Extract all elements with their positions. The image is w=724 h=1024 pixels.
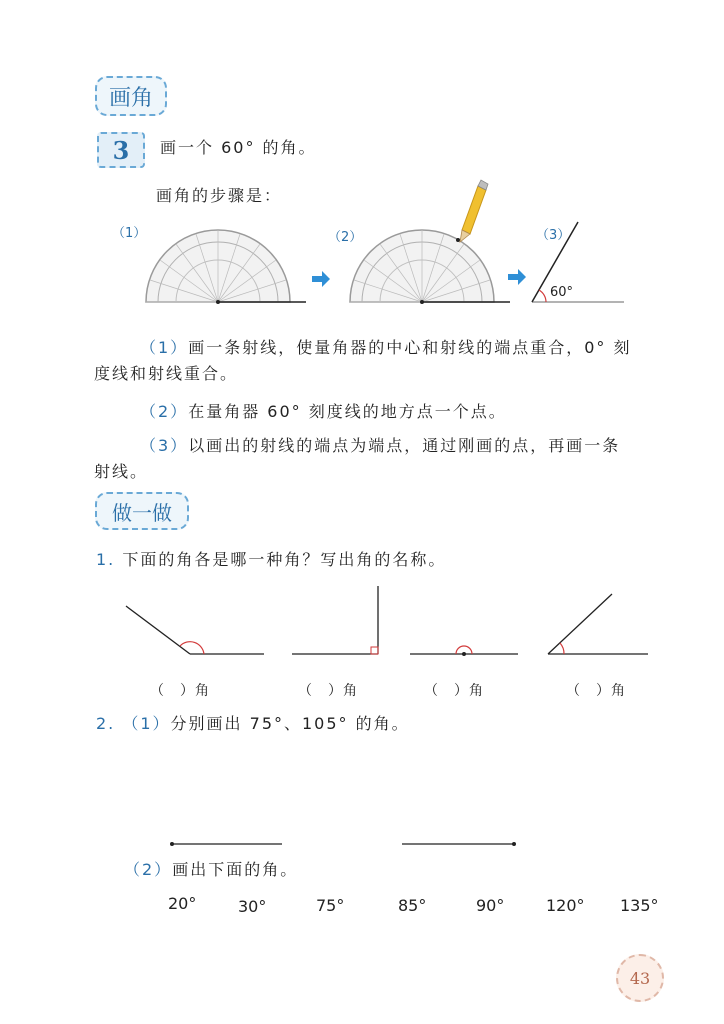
answer-blank-1[interactable]: （ ）角 xyxy=(150,683,210,699)
diagram-angle-label: 60° xyxy=(550,285,574,300)
step3-text: 以画出的射线的端点为端点，通过刚画的点，再画一条 xyxy=(188,436,621,455)
q1-angles xyxy=(0,580,724,670)
step-diagrams xyxy=(0,0,724,330)
angle-135: 135° xyxy=(620,896,659,915)
example-prompt: 画一个 60° 的角。 xyxy=(160,138,317,157)
example-number: 3 xyxy=(97,132,145,168)
q1-line xyxy=(96,546,446,574)
q2-part1-text: 分别画出 75°、105° 的角。 xyxy=(170,714,410,733)
diagram-label-1: （1） xyxy=(112,226,147,241)
arrow-icon xyxy=(508,269,526,285)
step1-text: 画一条射线，使量角器的中心和射线的端点重合，0° 刻 xyxy=(188,338,632,357)
q2-rays xyxy=(0,830,724,860)
q2-num: 2. xyxy=(96,714,116,733)
q2-part2-num: （2） xyxy=(124,860,173,879)
angle-120: 120° xyxy=(546,896,585,915)
angle-20: 20° xyxy=(168,894,197,913)
q2-part2-text: 画出下面的角。 xyxy=(172,860,299,879)
step2-text: 在量角器 60° 刻度线的地方点一个点。 xyxy=(188,402,507,421)
angle-75: 75° xyxy=(316,896,345,915)
diagram-label-3: （3） xyxy=(536,228,571,243)
arrow-icon xyxy=(312,271,330,287)
protractor-icon xyxy=(350,230,494,302)
practice-title xyxy=(95,492,189,530)
right-angle xyxy=(292,586,378,654)
step1-line2: 度线和射线重合。 xyxy=(94,364,239,383)
answer-blank-2[interactable]: （ ）角 xyxy=(298,683,358,699)
step2-line xyxy=(140,398,507,426)
step3-line2: 射线。 xyxy=(94,462,149,481)
angle-85: 85° xyxy=(398,896,427,915)
section-title-text: 画角 xyxy=(108,85,153,111)
step1-num: （1） xyxy=(140,338,189,357)
practice-title-text: 做一做 xyxy=(112,500,172,525)
step1-line1 xyxy=(140,334,631,362)
q2-part2-line xyxy=(124,856,298,884)
q2-line xyxy=(96,710,410,738)
q2-part1-num: （1） xyxy=(122,714,171,733)
straight-angle xyxy=(410,646,518,656)
acute-angle xyxy=(548,594,648,654)
q1-text: 下面的角各是哪一种角？写出角的名称。 xyxy=(122,550,447,569)
answer-blank-4[interactable]: （ ）角 xyxy=(566,683,626,699)
angle-90: 90° xyxy=(476,896,505,915)
pencil-icon xyxy=(460,180,488,242)
diagram-label-2: （2） xyxy=(328,230,363,245)
page-number: 43 xyxy=(616,954,664,1002)
step3-num: （3） xyxy=(140,436,189,455)
obtuse-angle xyxy=(126,606,264,654)
steps-intro: 画角的步骤是： xyxy=(156,186,283,205)
step2-num: （2） xyxy=(140,402,189,421)
answer-blank-3[interactable]: （ ）角 xyxy=(424,683,484,699)
step3-line1 xyxy=(140,432,620,460)
protractor-icon xyxy=(146,230,290,302)
q1-num: 1. xyxy=(96,550,116,569)
angle-30: 30° xyxy=(238,897,267,916)
